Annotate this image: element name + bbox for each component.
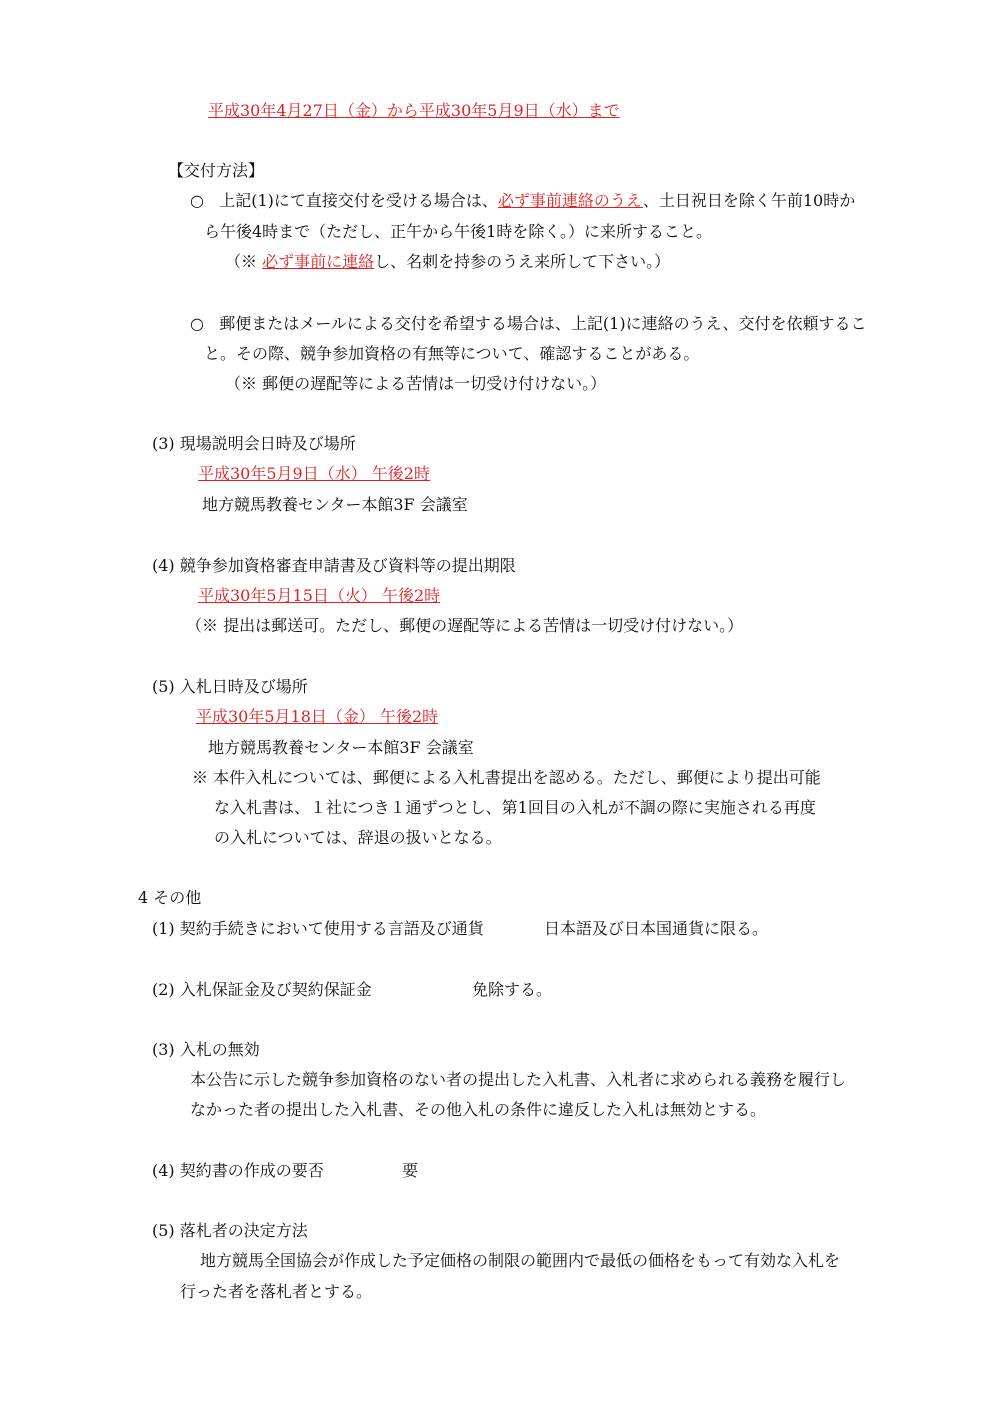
other-item-3-line-2: なかった者の提出した入札書、その他入札の条件に違反した入札は無効とする。 (190, 1100, 767, 1119)
delivery-item-1-post: 、土日祝日を除く午前10時か (642, 191, 856, 210)
other-item-3-heading: (3) 入札の無効 (152, 1040, 260, 1059)
section-5-note-line-2: な入札書は、１社につき１通ずつとし、第1回目の入札が不調の際に実施される再度 (214, 798, 816, 817)
section-4-date: 平成30年5月15日（火） 午後2時 (198, 586, 441, 605)
section-5-note-line-1: ※ 本件入札については、郵便による入札書提出を認める。ただし、郵便により提出可能 (192, 768, 821, 787)
bidding-period: 平成30年4月27日（金）から平成30年5月9日（水）まで (208, 101, 620, 120)
delivery-item-1-pre: 上記(1)にて直接交付を受ける場合は、 (219, 191, 498, 210)
delivery-item-1-note (225, 251, 670, 273)
section-5-date: 平成30年5月18日（金） 午後2時 (196, 707, 439, 726)
bullet-circle-icon: ○ (190, 314, 204, 333)
section-3-place: 地方競馬教養センター本館3F 会議室 (202, 495, 468, 514)
section-3-date: 平成30年5月9日（水） 午後2時 (198, 464, 430, 483)
section-5-heading: (5) 入札日時及び場所 (152, 677, 308, 696)
bullet-circle-icon: ○ (190, 191, 204, 210)
delivery-method-heading: 【交付方法】 (168, 161, 265, 180)
note-suffix: し、名刺を持参のうえ来所して下さい。） (374, 252, 671, 271)
note-prefix: （※ (225, 252, 263, 271)
other-item-4-label: (4) 契約書の作成の要否 (152, 1161, 324, 1180)
other-item-3-line-1: 本公告に示した競争参加資格のない者の提出した入札書、入札者に求められる義務を履行し (190, 1070, 847, 1089)
delivery-item-1-line-1 (190, 190, 855, 212)
delivery-item-2-text: 郵便またはメールによる交付を希望する場合は、上記(1)に連絡のうえ、交付を依頼するこ (219, 314, 867, 333)
other-item-5-line-1: 地方競馬全国協会が作成した予定価格の制限の範囲内で最低の価格をもって有効な入札を (200, 1251, 841, 1270)
delivery-item-2-line-1 (190, 313, 867, 335)
other-heading: 4 その他 (138, 888, 202, 907)
delivery-item-2-line-2: と。その際、競争参加資格の有無等について、確認することがある。 (204, 344, 700, 363)
section-4-note: （※ 提出は郵送可。ただし、郵便の遅配等による苦情は一切受け付けない。） (186, 616, 744, 635)
other-item-1-label: (1) 契約手続きにおいて使用する言語及び通貨 (152, 919, 484, 938)
section-4-heading: (4) 競争参加資格審査申請書及び資料等の提出期限 (152, 556, 516, 575)
advance-contact-required: 必ず事前連絡のうえ (497, 191, 643, 210)
delivery-item-2-note: （※ 郵便の遅配等による苦情は一切受け付けない。） (225, 374, 607, 393)
section-5-place: 地方競馬教養センター本館3F 会議室 (208, 738, 474, 757)
must-contact-in-advance: 必ず事前に連絡 (262, 252, 375, 271)
other-item-2-label: (2) 入札保証金及び契約保証金 (152, 980, 372, 999)
section-5-note-line-3: の入札については、辞退の扱いとなる。 (214, 828, 502, 847)
other-item-4-value: 要 (402, 1161, 419, 1180)
other-item-1-value: 日本語及び日本国通貨に限る。 (544, 919, 769, 938)
other-item-2-value: 免除する。 (472, 980, 553, 999)
other-item-5-line-2: 行った者を落札者とする。 (180, 1282, 373, 1301)
delivery-item-1-line-2: ら午後4時まで（ただし、正午から午後1時を除く。）に来所すること。 (204, 222, 713, 241)
other-item-5-heading: (5) 落札者の決定方法 (152, 1221, 308, 1240)
section-3-heading: (3) 現場説明会日時及び場所 (152, 434, 356, 453)
